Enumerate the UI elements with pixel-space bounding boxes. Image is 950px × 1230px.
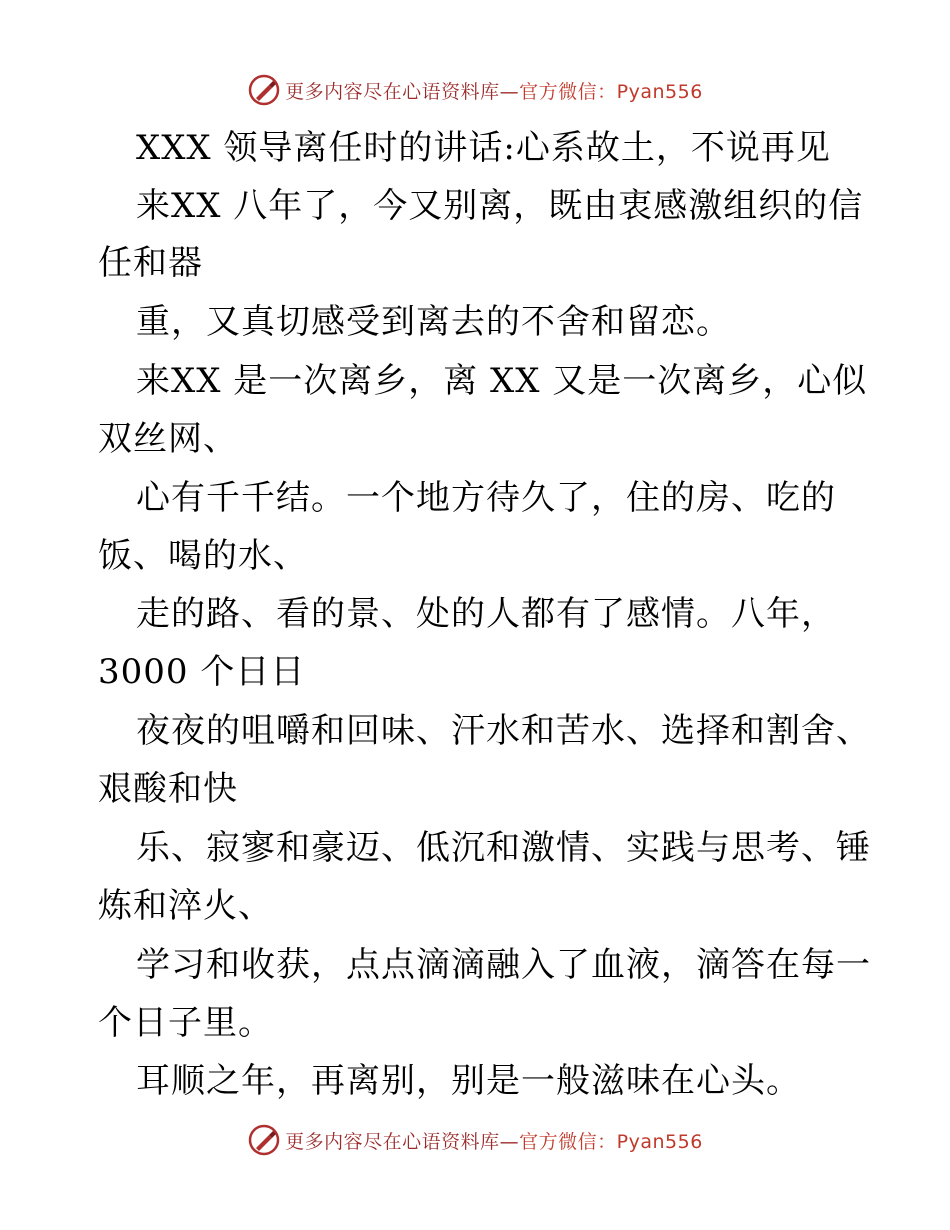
paragraph-line: 来XX 八年了，今又别离，既由衷感激组织的信 — [136, 186, 864, 226]
header-dash: — — [499, 80, 520, 103]
paragraph-line: 饭、喝的水、 — [98, 536, 308, 576]
header-banner-text — [285, 77, 703, 104]
paragraph-line: 夜夜的咀嚼和回味、汗水和苦水、选择和割舍、 — [136, 711, 871, 751]
paragraph-line: 双丝网、 — [98, 419, 238, 459]
paragraph-line: 学习和收获，点点滴滴融入了血液，滴答在每一 — [136, 945, 871, 985]
header-watermark-banner — [0, 70, 950, 110]
document-title: XXX 领导离任时的讲话:心系故土，不说再见 — [136, 128, 831, 168]
footer-dash: — — [499, 1130, 520, 1153]
paragraph-line: 任和器 — [98, 243, 203, 283]
paragraph-line: 走的路、看的景、处的人都有了感情。八年， — [136, 594, 836, 634]
footer-site-text: 更多内容尽在心语资料库 — [285, 1130, 500, 1153]
paragraph-line: 艰酸和快 — [98, 769, 238, 809]
paragraph-line: 来XX 是一次离乡，离 XX 又是一次离乡，心似 — [136, 361, 868, 401]
pen-logo-icon — [247, 73, 281, 107]
paragraph-line: 3000 个日日 — [98, 652, 306, 692]
paragraph-line: 重，又真切感受到离去的不舍和留恋。 — [136, 302, 731, 342]
paragraph-line: 个日子里。 — [98, 1003, 273, 1043]
footer-watermark-banner — [0, 1120, 950, 1160]
paragraph-line: 耳顺之年，再离别，别是一般滋味在心头。 — [136, 1061, 801, 1101]
header-wechat-text: 官方微信：Pyan556 — [519, 80, 703, 103]
header-site-text: 更多内容尽在心语资料库 — [285, 80, 500, 103]
paragraph-line: 炼和淬火、 — [98, 886, 273, 926]
paragraph-line: 心有千千结。一个地方待久了，住的房、吃的 — [136, 478, 836, 518]
pen-logo-icon — [247, 1123, 281, 1157]
footer-banner-text — [285, 1127, 703, 1154]
paragraph-line: 乐、寂寥和豪迈、低沉和激情、实践与思考、锤 — [136, 828, 871, 868]
footer-wechat-text: 官方微信：Pyan556 — [519, 1130, 703, 1153]
